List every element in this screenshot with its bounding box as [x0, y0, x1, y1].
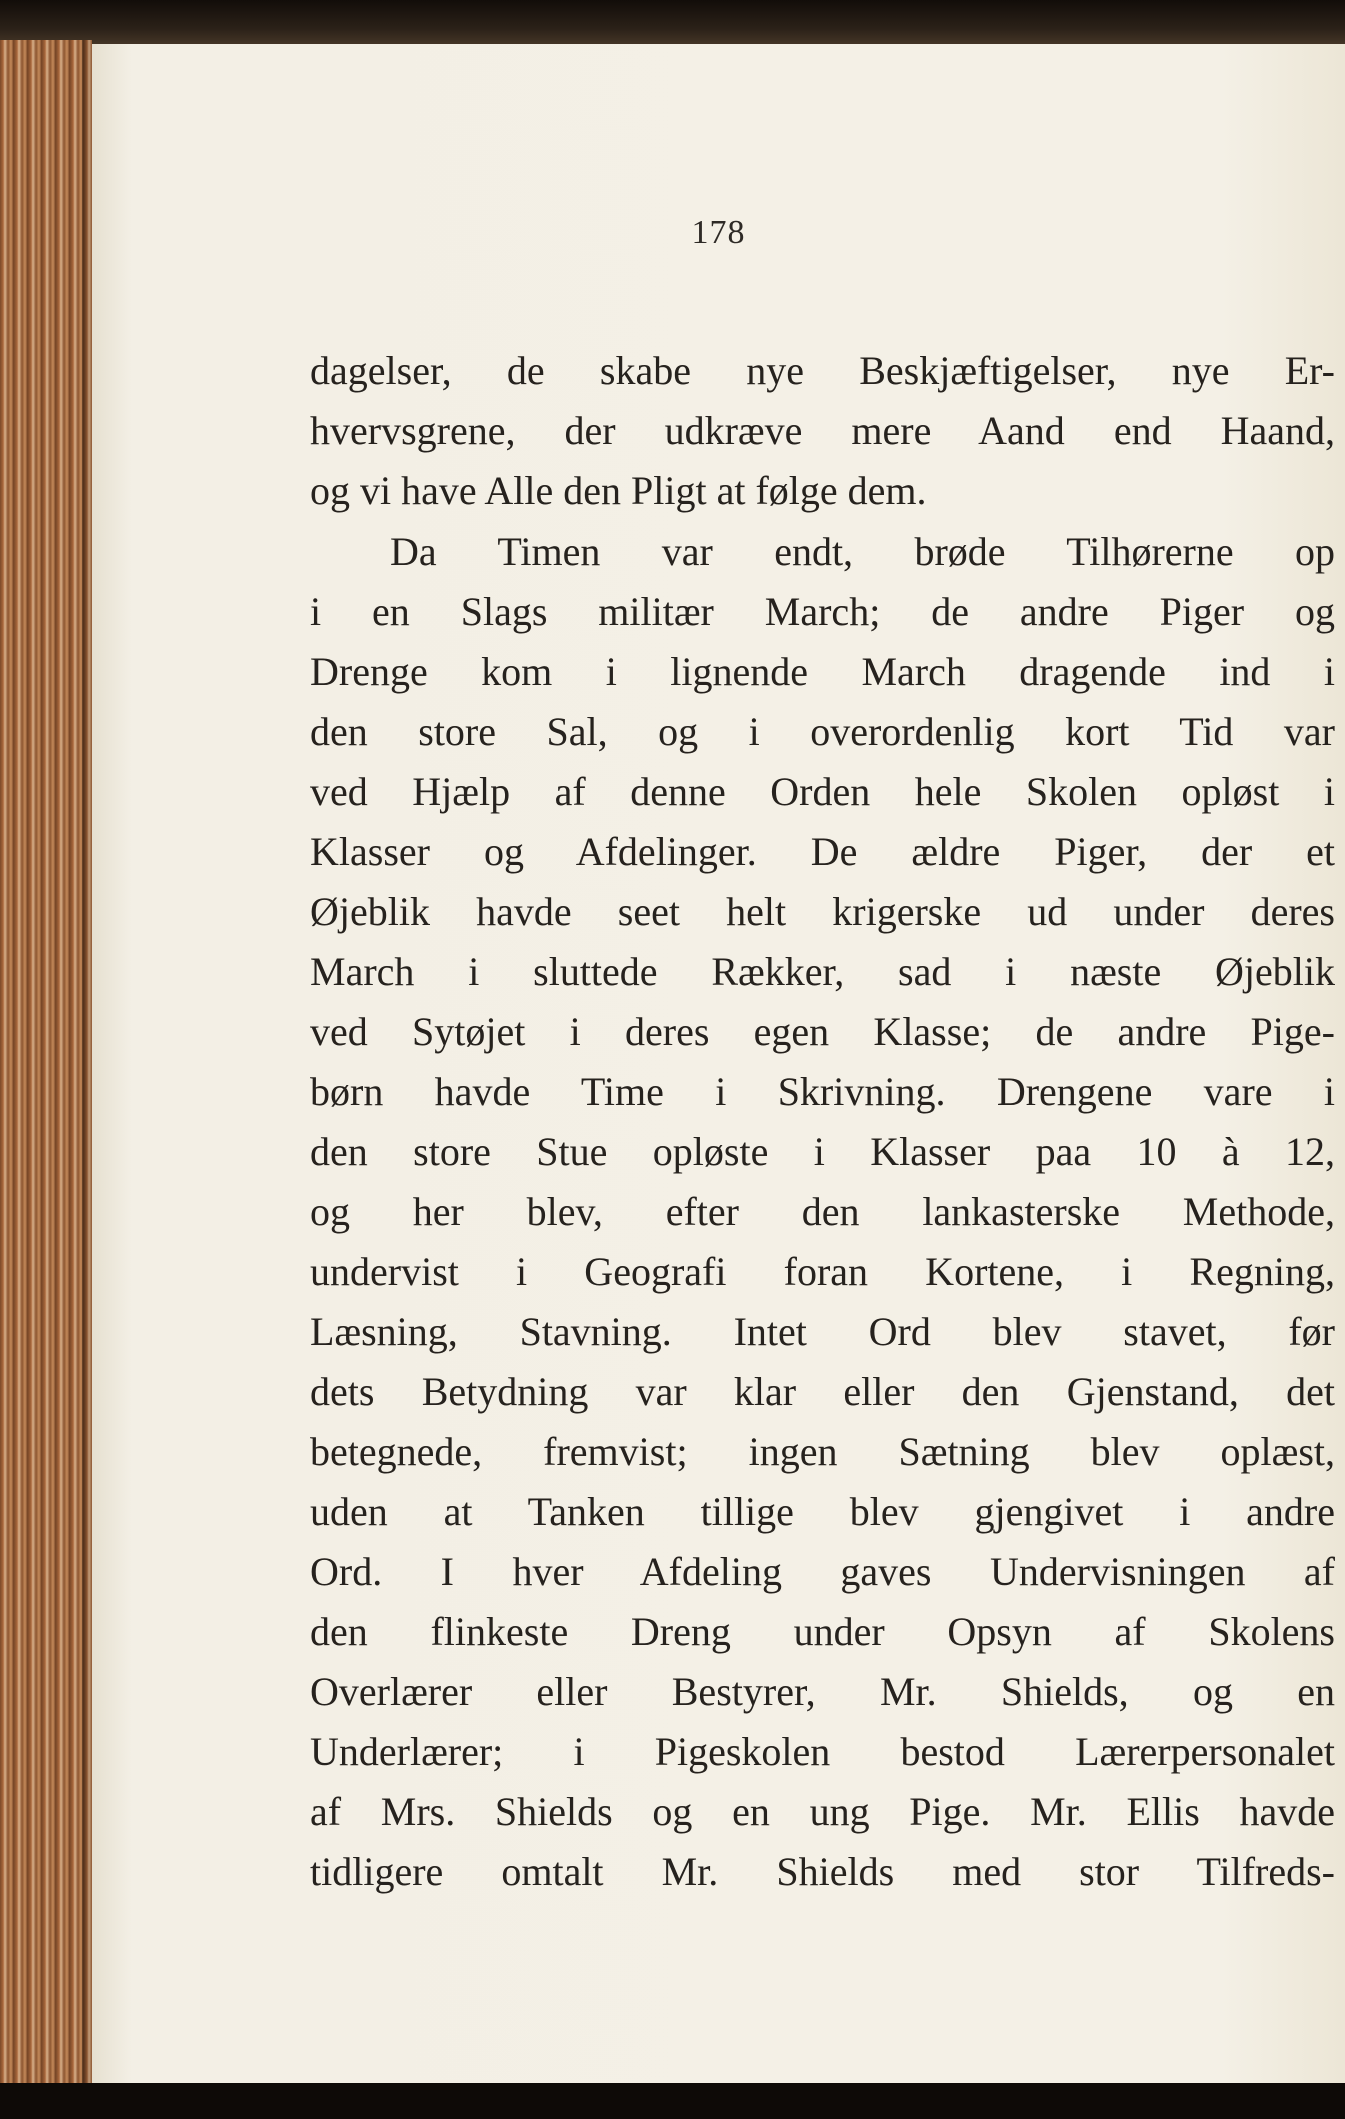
text-line: uden at Tanken tillige blev gjengivet i andre: [310, 1489, 1335, 1534]
book-bottom-edge: [0, 2083, 1345, 2119]
text-line: Drenge kom i lignende March dragende ind i: [310, 649, 1335, 694]
book-page: [92, 44, 1345, 2084]
text-line: af Mrs. Shields og en ung Pige. Mr. Ellis havde: [310, 1789, 1335, 1834]
text-line: ved Hjælp af denne Orden hele Skolen opløst i: [310, 769, 1335, 814]
text-line: Da Timen var endt, brøde Tilhørerne op: [390, 529, 1335, 574]
text-line: den flinkeste Dreng under Opsyn af Skolens: [310, 1609, 1335, 1654]
text-line: undervist i Geografi foran Kortene, i Regning,: [310, 1249, 1335, 1294]
text-line: tidligere omtalt Mr. Shields med stor Tilfreds-: [310, 1849, 1335, 1894]
text-line: Underlærer; i Pigeskolen bestod Lærerpersonalet: [310, 1729, 1335, 1774]
page-number: 178: [691, 214, 746, 251]
text-line: Læsning, Stavning. Intet Ord blev stavet, før: [310, 1309, 1335, 1354]
text-line: ved Sytøjet i deres egen Klasse; de andre Pige-: [310, 1009, 1335, 1054]
text-line: dets Betydning var klar eller den Gjenstand, det: [310, 1369, 1335, 1414]
text-line: hvervsgrene, der udkræve mere Aand end Haand,: [310, 408, 1335, 453]
text-line: den store Stue opløste i Klasser paa 10 à 12,: [310, 1129, 1335, 1174]
text-line: betegnede, fremvist; ingen Sætning blev oplæst,: [310, 1429, 1335, 1474]
text-line: i en Slags militær March; de andre Piger og: [310, 589, 1335, 634]
text-line: March i sluttede Rækker, sad i næste Øjeblik: [310, 949, 1335, 994]
text-line: og vi have Alle den Pligt at følge dem.: [310, 468, 927, 513]
text-line: børn havde Time i Skrivning. Drengene vare i: [310, 1069, 1335, 1114]
text-line: dagelser, de skabe nye Beskjæftigelser, nye Er-: [310, 348, 1335, 393]
text-line: Øjeblik havde seet helt krigerske ud under deres: [310, 889, 1335, 934]
text-line: og her blev, efter den lankasterske Methode,: [310, 1189, 1335, 1234]
text-line: Overlærer eller Bestyrer, Mr. Shields, og en: [310, 1669, 1335, 1714]
book-top-edge: [0, 0, 1345, 48]
text-line: Ord. I hver Afdeling gaves Undervisningen af: [310, 1549, 1335, 1594]
text-line: Klasser og Afdelinger. De ældre Piger, der et: [310, 829, 1335, 874]
text-line: den store Sal, og i overordenlig kort Tid var: [310, 709, 1335, 754]
book-page-edges: [0, 40, 92, 2090]
